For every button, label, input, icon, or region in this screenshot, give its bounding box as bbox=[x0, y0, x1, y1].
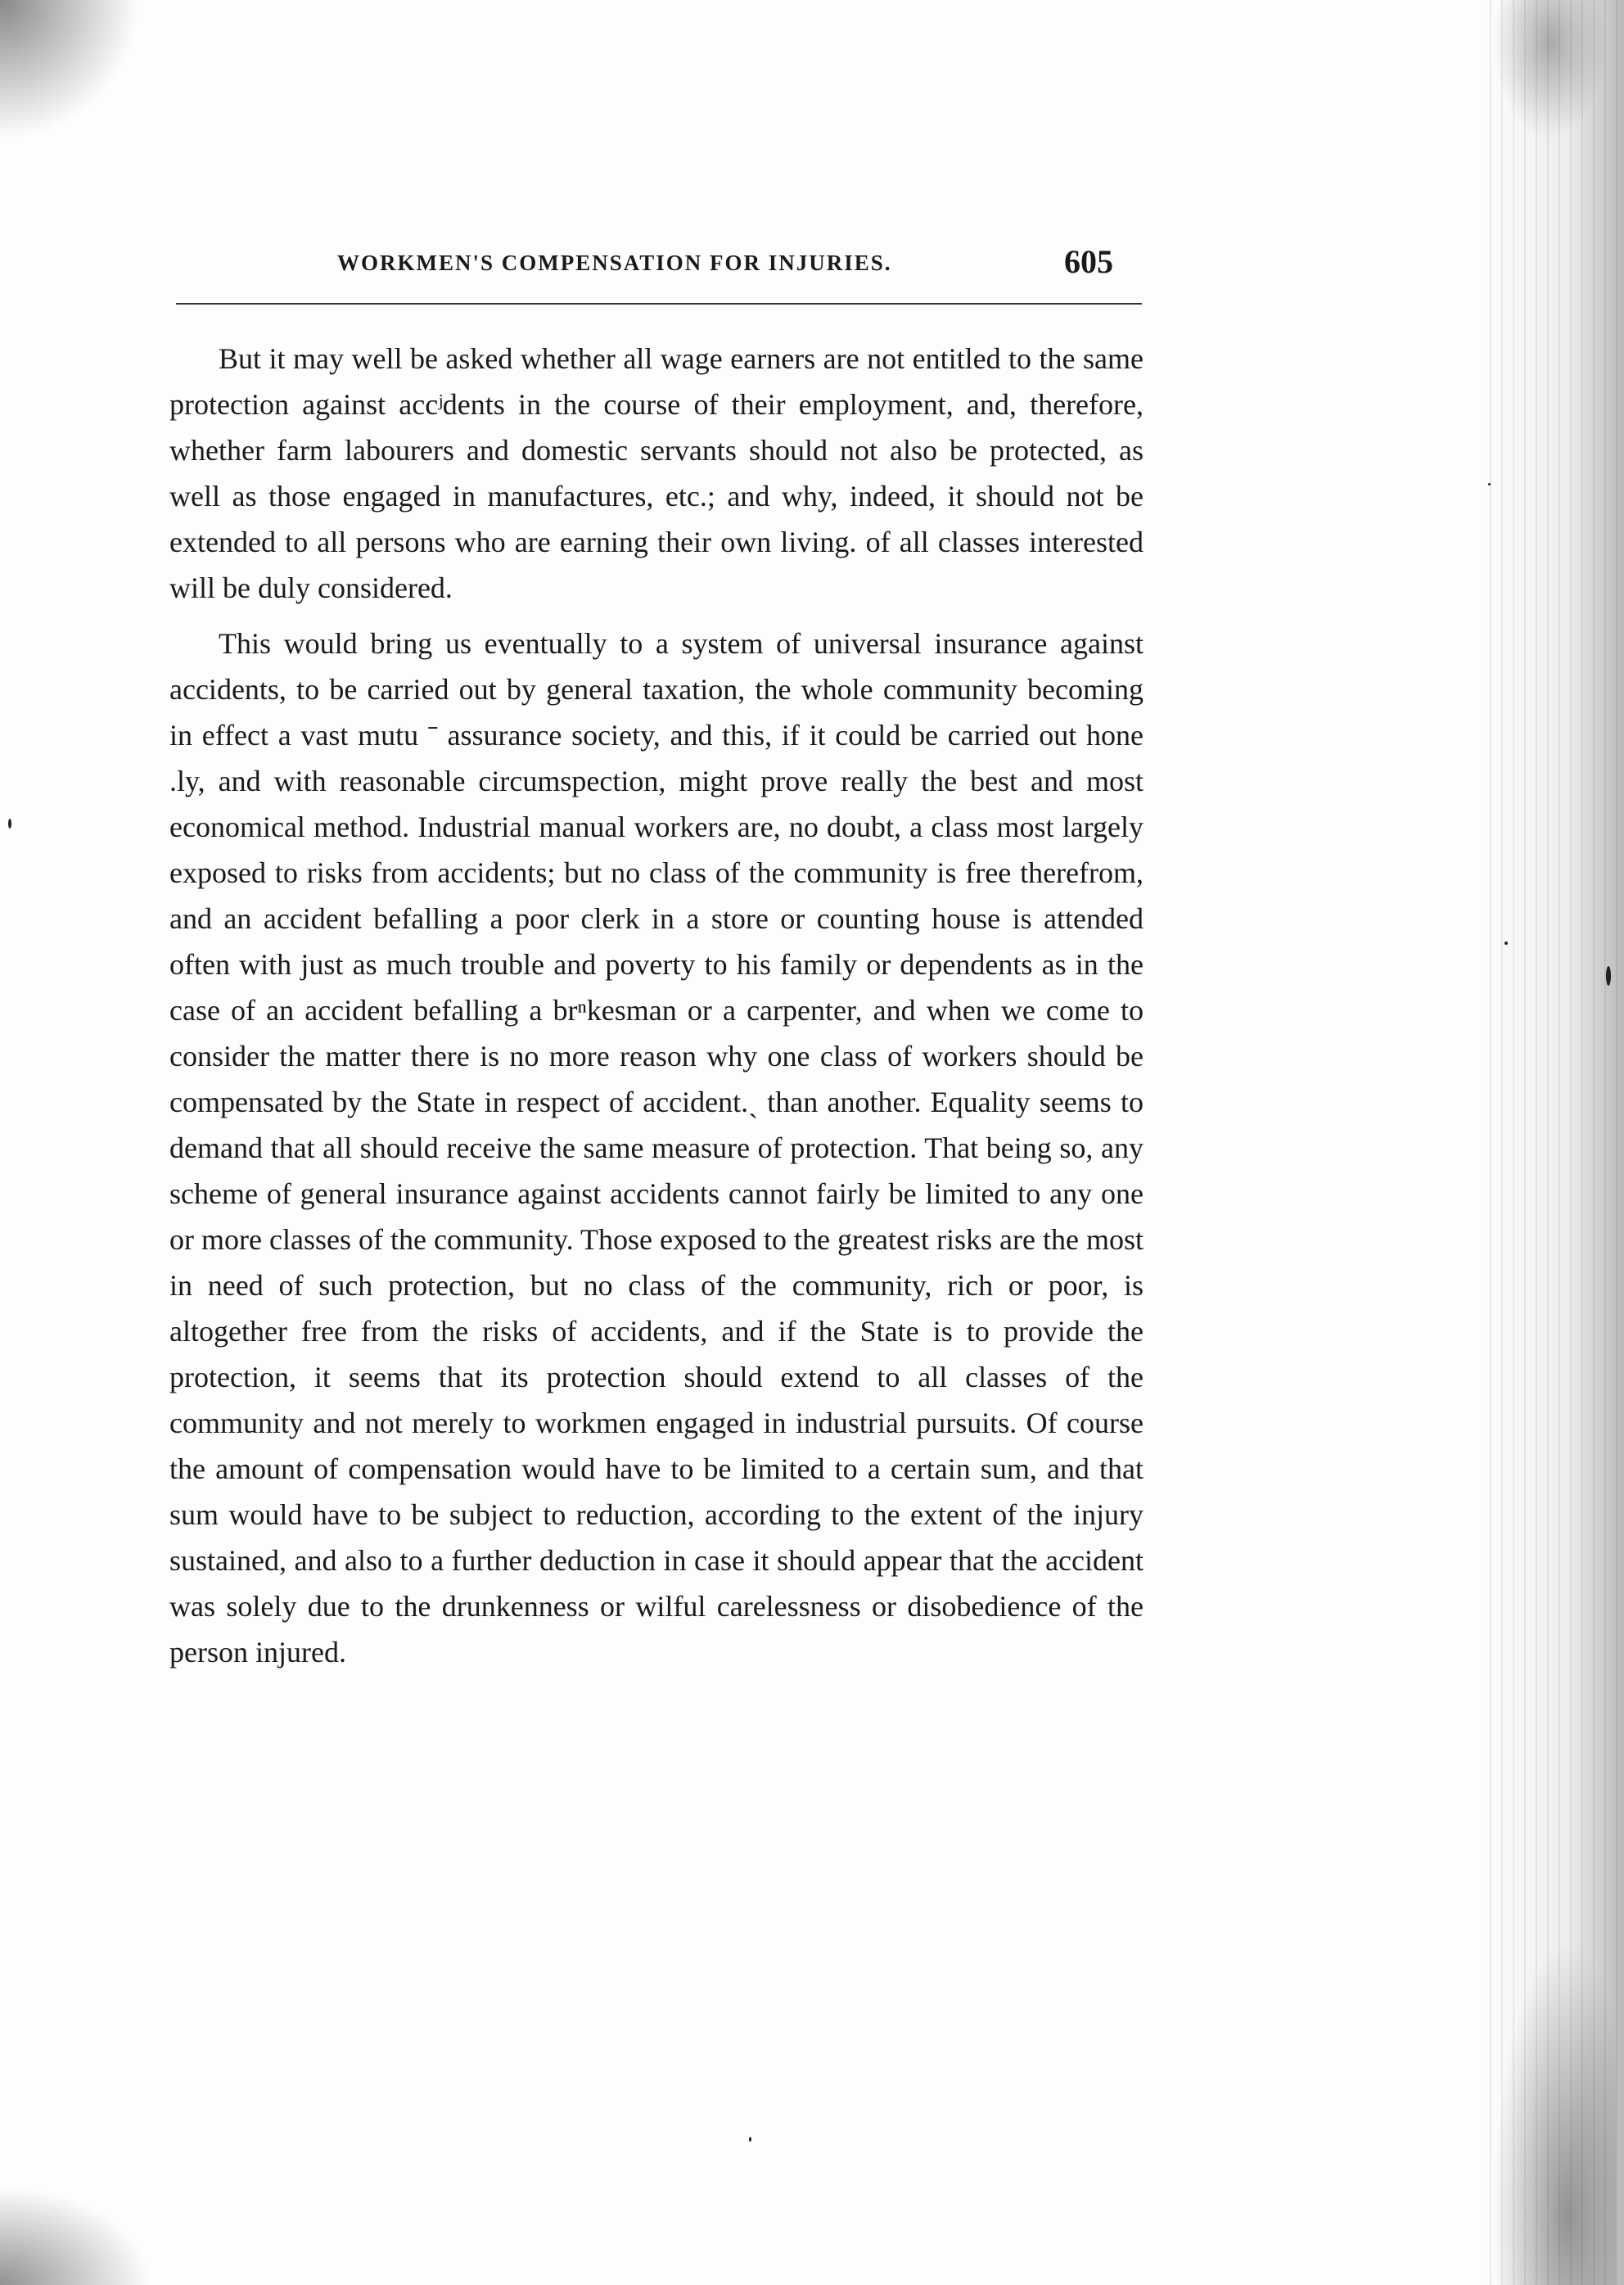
paragraph: But it may well be asked whether all wage earners are not entitled to the same protection against accʲdents in the course of their employment, and, therefore, whether farm labourers and domestic servants should not also be protected, as well as those engaged in manufactures, etc.; and why, indeed, it should not be extended to all persons who are earning their own living. of all classes interested will be duly considered. bbox=[169, 342, 1144, 604]
scan-shadow-bottom-left bbox=[0, 2179, 164, 2285]
page-number: 605 bbox=[1064, 243, 1113, 280]
running-head: WORKMEN'S COMPENSATION FOR INJURIES. bbox=[337, 251, 892, 275]
body-text bbox=[169, 336, 1144, 1685]
scan-speck bbox=[1488, 483, 1491, 485]
scan-shadow-bottom-right bbox=[1493, 1941, 1616, 2285]
paragraph: This would bring us eventually to a system of universal insurance against accidents, to be carried out by general taxation, the whole community becoming in effect a vast mutu ˉ assurance society, and this, if it could be carried out hone .ly, and with reasonable circumspection, might prove really the best and most economical method. Industrial manual workers are, no doubt, a class most largely exposed to risks from accidents; but no class of the community is free therefrom, and an accident befalling a poor clerk in a store or counting house is attended often with just as much trouble and poverty to his family or dependents as in the case of an accident befalling a brⁿkesman or a carpenter, and when we come to consider the matter there is no more reason why one class of workers should be compensated by the State in respect of accident.ˏ than another. Equality seems to demand that all should receive the same measure of protection. That being so, any scheme of general insurance against accidents cannot fairly be limited to any one or more classes of the community. Those exposed to the greatest risks are the most in need of such protection, but no class of the community, rich or poor, is altogether free from the risks of accidents, and if the State is to provide the protection, it seems that its protection should extend to all classes of the community and not merely to workmen engaged in industrial pursuits. Of course the amount of compensation would have to be limited to a certain sum, and that sum would have to be subject to reduction, according to the extent of the injury sustained, and also to a further deduction in case it should appear that the accident was solely due to the drunkenness or wilful carelessness or disobedience of the person injured. bbox=[169, 627, 1144, 1669]
scan-speck bbox=[8, 819, 11, 829]
page-header bbox=[337, 242, 1156, 291]
scan-shadow-top-right bbox=[1493, 0, 1608, 139]
scan-speck bbox=[1504, 942, 1508, 945]
scan-speck bbox=[1606, 966, 1611, 986]
scan-speck bbox=[749, 2137, 751, 2142]
header-rule bbox=[176, 303, 1142, 305]
scan-shadow-top-left bbox=[0, 0, 164, 164]
